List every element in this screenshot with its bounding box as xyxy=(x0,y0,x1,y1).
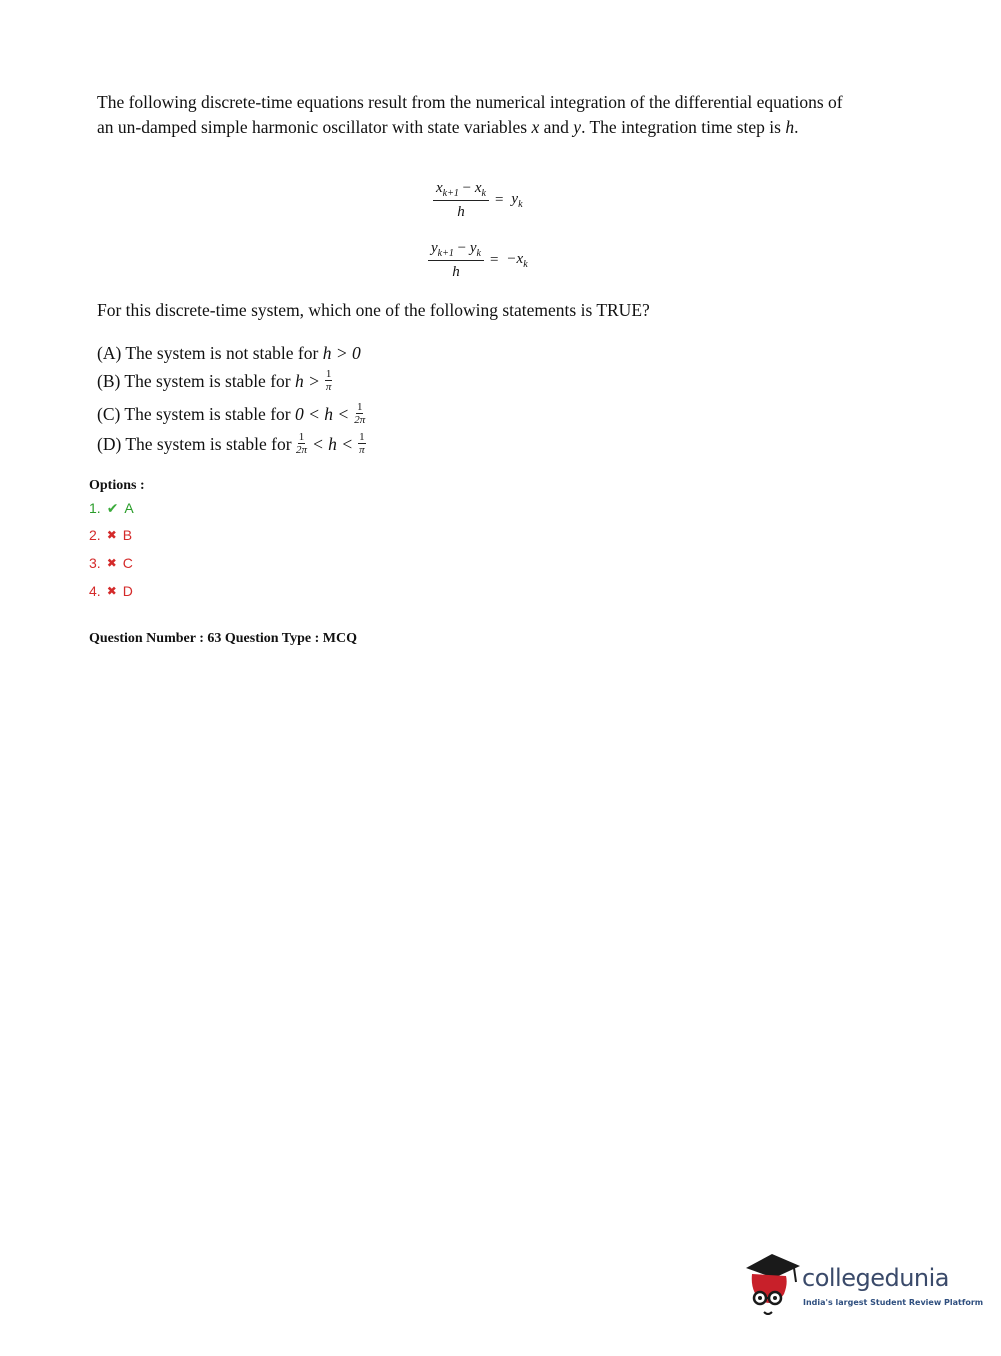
fraction-one-over-pi: 1 π xyxy=(325,368,332,393)
question-meta: Question Number : 63 Question Type : MCQ xyxy=(89,631,357,646)
mascot-icon xyxy=(742,1248,804,1320)
cross-icon: ✖ xyxy=(106,528,117,542)
statement-b: (B) The system is stable for h > 1 π xyxy=(97,368,332,393)
question-intro: The following discrete-time equations result from the numerical integration of the differential equations of an un-damped simple harmonic oscillator with state variables x and y. The integration time step is h. xyxy=(97,92,843,137)
option-4[interactable]: 4. ✖ D xyxy=(89,583,133,599)
option-1[interactable]: 1. ✔ A xyxy=(89,500,134,516)
statement-c: (C) The system is stable for 0 < h < 1 2π xyxy=(97,401,366,426)
statement-d: (D) The system is stable for 1 2π < h < 1 π xyxy=(97,431,365,456)
equation-y-update: $\frac{y_{k+1} - y_k}{h}$ = $-x_k$ xyxy=(428,240,528,281)
statement-a: (A) The system is not stable for h > 0 xyxy=(97,343,361,363)
fraction-one-over-two-pi: 1 2π xyxy=(295,431,307,456)
fraction-one-over-two-pi: 1 2π xyxy=(354,401,366,426)
option-2[interactable]: 2. ✖ B xyxy=(89,527,133,543)
logo-wordmark: collegedunia xyxy=(802,1264,950,1292)
option-3[interactable]: 3. ✖ C xyxy=(89,555,133,571)
cross-icon: ✖ xyxy=(106,556,117,570)
logo-tagline: India's largest Student Review Platform xyxy=(803,1298,984,1307)
options-label: Options : xyxy=(89,478,145,493)
checkmark-icon: ✔ xyxy=(106,500,119,516)
collegedunia-logo[interactable] xyxy=(742,1248,984,1320)
cross-icon: ✖ xyxy=(106,584,117,598)
equation-x-update: $\frac{x_{k+1} - x_k}{h}$ = $y_k$ xyxy=(433,180,523,221)
question-text: For this discrete-time system, which one of the following statements is TRUE? xyxy=(97,300,650,320)
fraction-one-over-pi: 1 π xyxy=(359,431,365,456)
